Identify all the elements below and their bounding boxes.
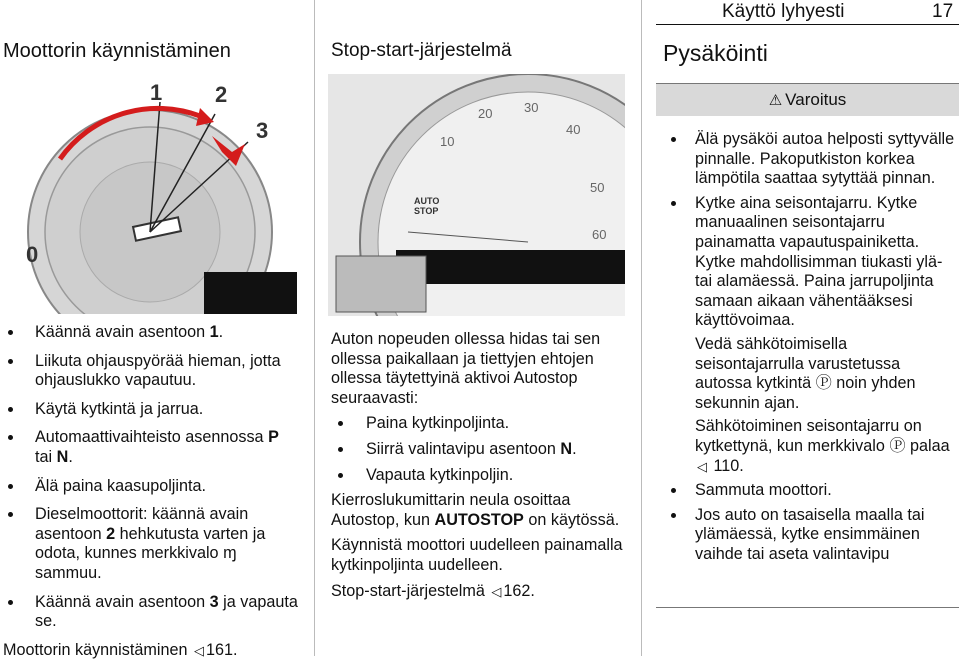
parking-warning-3: Sammuta moottori. bbox=[668, 481, 958, 501]
step-3: Käytä kytkintä ja jarrua. bbox=[3, 400, 299, 420]
engine-start-text bbox=[3, 323, 299, 660]
tick-50: 50 bbox=[590, 180, 605, 195]
stop-step-2: Siirrä valintavipu asentoon N. bbox=[331, 440, 626, 460]
position-label-1: 1 bbox=[150, 80, 163, 105]
section-title-parking: Pysäköinti bbox=[663, 40, 768, 66]
figure-id-block bbox=[204, 272, 297, 314]
figure-mask-band bbox=[396, 250, 625, 284]
step-5: Älä paina kaasupoljinta. bbox=[3, 477, 299, 497]
parking-warning-4: Jos auto on tasaisella maalla tai ylämäessä, kytke ensimmäinen vaihde tai aseta valintavipu bbox=[668, 506, 958, 565]
stop-step-1: Paina kytkinpoljinta. bbox=[331, 414, 626, 434]
inset-display bbox=[336, 256, 426, 312]
step-7: Käännä avain asentoon 3 ja vapauta se. bbox=[3, 593, 299, 632]
page-number: 17 bbox=[932, 1, 954, 22]
position-label-2: 2 bbox=[215, 82, 228, 107]
tick-30: 30 bbox=[524, 100, 539, 115]
stop-start-text bbox=[331, 330, 626, 601]
reference-arrow-icon: ◁ bbox=[193, 642, 204, 658]
parking-text bbox=[668, 130, 958, 569]
engine-start-steps bbox=[3, 323, 299, 632]
warning-icon: ⚠ bbox=[768, 92, 783, 109]
tick-20: 20 bbox=[478, 106, 493, 121]
section-title-stop-start: Stop-start-järjestelmä bbox=[331, 40, 512, 61]
parking-warnings bbox=[668, 130, 958, 564]
position-label-3: 3 bbox=[256, 118, 269, 143]
stop-start-intro: Auton nopeuden ollessa hidas tai sen ollessa paikallaan ja tiettyjen ehtojen ollessa täytettyinä aktivoi Autostop seuraavasti: bbox=[331, 330, 601, 407]
step-1: Käännä avain asentoon 1. bbox=[3, 323, 299, 343]
autostop-label-a: AUTO bbox=[414, 196, 440, 206]
warning-banner bbox=[656, 83, 959, 116]
step-6: Dieselmoottorit: käännä avain asentoon 2 hehkutusta varten ja odota, kunnes merkkivalo ɱ sammuu. bbox=[3, 505, 299, 583]
electric-brake-note: Vedä sähkötoimisella seisontajarrulla varustetussa autossa kytkintä Ⓟ noin yhden sekunnin ajan. bbox=[695, 334, 916, 412]
header-title: Käyttö lyhyesti bbox=[722, 1, 845, 22]
column-divider-1 bbox=[314, 0, 315, 656]
reference-arrow-icon: ◁ bbox=[491, 583, 502, 599]
warning-end-rule bbox=[656, 607, 959, 608]
column-divider-2 bbox=[641, 0, 642, 656]
tick-10: 10 bbox=[440, 134, 455, 149]
autostop-paragraph: Kierroslukumittarin neula osoittaa Autostop, kun AUTOSTOP on käytössä. bbox=[331, 491, 620, 529]
glow-plug-icon: ɱ bbox=[223, 544, 237, 563]
parking-warning-1: Älä pysäköi autoa helposti syttyvälle pinnalle. Pakoputkiston korkea lämpötila saattaa sytyttää pinnan. bbox=[668, 130, 958, 189]
tick-60: 60 bbox=[592, 227, 607, 242]
parking-brake-icon: Ⓟ bbox=[815, 374, 832, 393]
position-label-0: 0 bbox=[26, 242, 39, 267]
reference-arrow-icon: ◁ bbox=[697, 458, 707, 474]
header-rule bbox=[656, 24, 959, 25]
step-4: Automaattivaihteisto asennossa P tai N. bbox=[3, 428, 299, 467]
engine-start-reference[interactable]: Moottorin käynnistäminen ◁ 161. bbox=[3, 640, 238, 659]
parking-warning-2: Kytke aina seisontajarru. Kytke manuaalinen seisontajarru painamatta vapautuspainiketta. Kytke mahdollisimman tiukasti ylä- tai alamäessä. Paina jarrupoljinta samaan aikaan vähentääksesi käyttövoimaa. Vedä sähkötoimisella seisontajarrulla varustetussa autossa kytkintä Ⓟ noin yhden sekunnin ajan. Sähkötoiminen seisontajarru on kytkettynä, kun merkkivalo Ⓟ palaa ◁ 110. bbox=[668, 194, 958, 476]
autostop-label-b: STOP bbox=[414, 206, 439, 216]
stop-start-reference[interactable]: Stop-start-järjestelmä ◁ 162. bbox=[331, 581, 535, 600]
ignition-illustration bbox=[0, 74, 300, 314]
parking-brake-light-icon: Ⓟ bbox=[889, 436, 906, 455]
tachometer-illustration bbox=[328, 74, 625, 316]
stop-step-3: Vapauta kytkinpoljin. bbox=[331, 466, 626, 486]
page-header bbox=[0, 0, 959, 26]
electric-brake-status-note: Sähkötoiminen seisontajarru on kytkettynä, kun merkkivalo Ⓟ palaa ◁ 110. bbox=[695, 417, 950, 475]
step-2: Liikuta ohjauspyörää hieman, jotta ohjauslukko vapautuu. bbox=[3, 352, 299, 391]
stop-start-steps bbox=[331, 414, 626, 485]
section-title-engine-start: Moottorin käynnistäminen bbox=[3, 40, 231, 62]
warning-label: Varoitus bbox=[785, 90, 847, 109]
restart-paragraph: Käynnistä moottori uudelleen painamalla kytkinpoljinta uudelleen. bbox=[331, 536, 623, 574]
tick-40: 40 bbox=[566, 122, 581, 137]
